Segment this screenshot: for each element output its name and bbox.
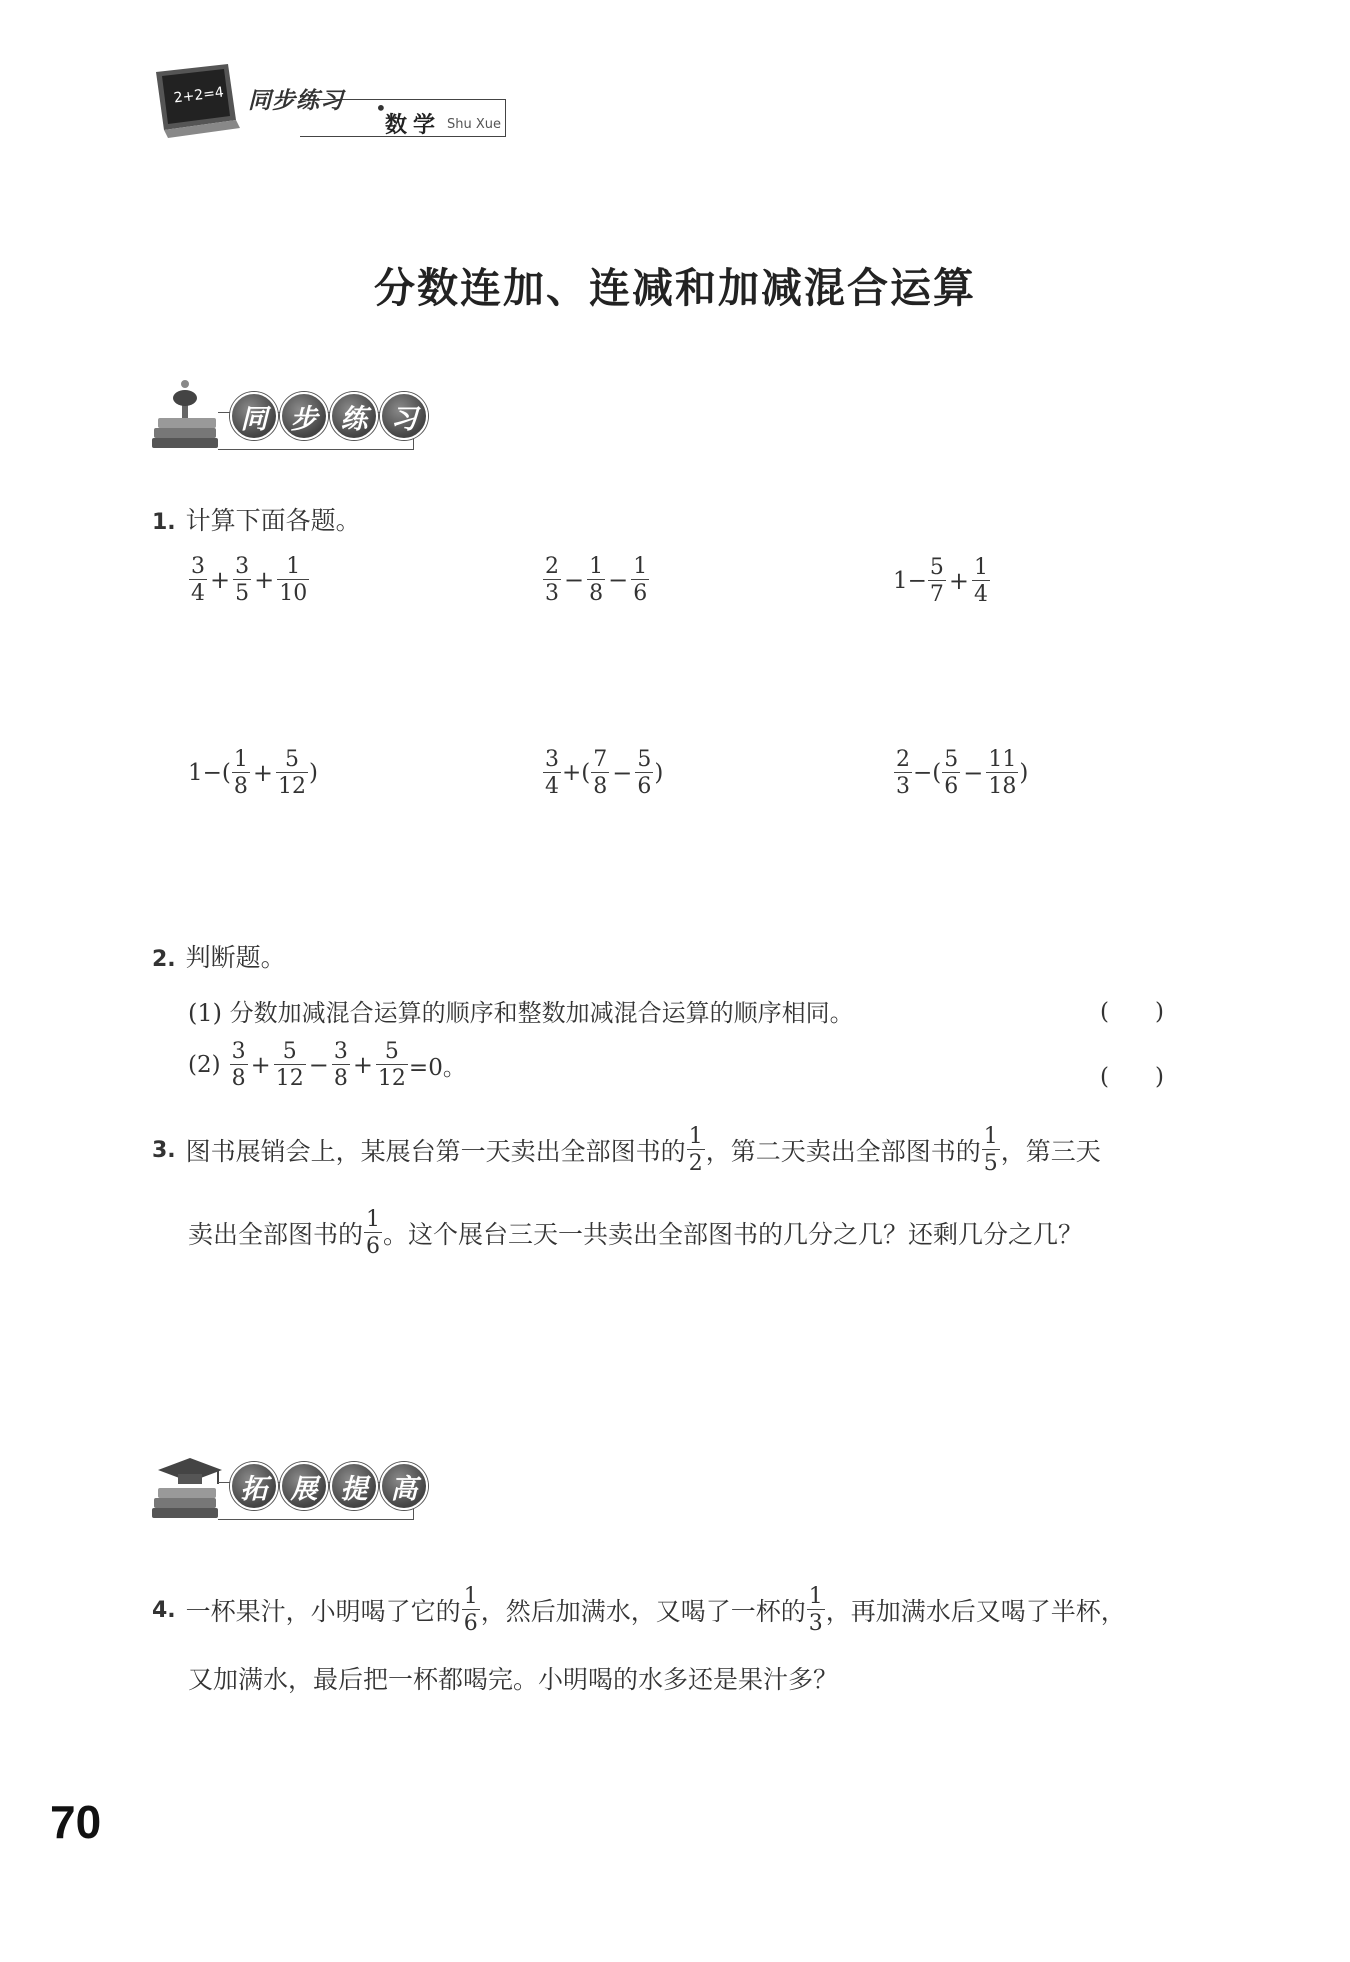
question-number: 1.: [152, 510, 176, 535]
fraction: $\frac{3}{8}$: [231, 1039, 246, 1092]
banner-char: 练: [330, 392, 378, 440]
banner-char: 提: [330, 1462, 378, 1510]
fraction: $\frac{5}{12}$: [278, 747, 306, 800]
section-banner-practice: [150, 378, 430, 458]
expression-1c: 1− $\frac{5}{7}$ + $\frac{1}{4}$: [893, 555, 989, 608]
fraction: $\frac{7}{8}$: [593, 747, 608, 800]
page-number: 70: [50, 1796, 102, 1848]
subject-label: 数学: [385, 112, 442, 138]
fraction: $\frac{5}{7}$: [929, 555, 944, 608]
expression-2b: $\frac{3}{4}$ +( $\frac{7}{8}$ − $\frac{5}{6}$ ): [545, 747, 664, 800]
subject-pinyin: Shu Xue: [447, 117, 502, 132]
chalkboard-logo: [150, 58, 245, 142]
fraction: $\frac{1}{8}$: [589, 554, 604, 607]
expression-2a: 1−( $\frac{1}{8}$ + $\frac{5}{12}$ ): [188, 747, 318, 800]
fraction: $\frac{3}{4}$: [545, 747, 559, 800]
fraction: $\frac{5}{12}$: [377, 1039, 406, 1092]
banner-char: 高: [380, 1462, 428, 1510]
fraction: $\frac{5}{6}$: [944, 747, 959, 800]
expression-1a: $\frac{3}{4}$ + $\frac{3}{5}$ + $\frac{1}{10}$: [191, 554, 308, 607]
fraction: $\frac{1}{6}$: [366, 1207, 381, 1260]
question-number: 3.: [152, 1137, 176, 1163]
banner-char: 习: [380, 392, 428, 440]
fraction: $\frac{1}{10}$: [279, 554, 308, 607]
banner-char: 拓: [230, 1462, 278, 1510]
question-3-line-1: 3. 图书展销会上，某展台第一天卖出全部图书的 $\frac{1}{2}$ ，第二天卖出全部图书的 $\frac{1}{5}$ ，第三天: [152, 1124, 1101, 1177]
answer-paren-1[interactable]: ( ): [1100, 999, 1164, 1025]
question-2-heading: [152, 945, 286, 971]
fraction: $\frac{1}{4}$: [974, 555, 989, 608]
fraction: $\frac{2}{3}$: [545, 554, 559, 607]
question-number: 2.: [152, 947, 176, 972]
fraction: $\frac{2}{3}$: [896, 747, 910, 800]
fraction: $\frac{1}{6}$: [633, 554, 648, 607]
banner-char: 展: [280, 1462, 328, 1510]
fraction: $\frac{3}{8}$: [333, 1039, 348, 1092]
fraction: $\frac{1}{5}$: [983, 1124, 998, 1177]
fraction: $\frac{1}{3}$: [808, 1584, 823, 1637]
banner-char: 步: [280, 392, 328, 440]
logo-text: 2+2=4: [172, 84, 225, 107]
fraction: $\frac{1}{6}$: [463, 1584, 478, 1637]
fraction: $\frac{1}{2}$: [688, 1124, 703, 1177]
question-4-line-2: 又加满水，最后把一杯都喝完。小明喝的水多还是果汁多？: [188, 1665, 839, 1694]
fraction: $\frac{5}{6}$: [637, 747, 652, 800]
banner-char: 同: [230, 392, 278, 440]
question-4-line-1: 4. 一杯果汁，小明喝了它的 $\frac{1}{6}$ ，然后加满水，又喝了一杯的 $\frac{1}{3}$ ，再加满水后又喝了半杯，: [152, 1584, 1126, 1637]
expression-1b: $\frac{2}{3}$ − $\frac{1}{8}$ − $\frac{1}{6}$: [545, 554, 648, 607]
expression-2c: $\frac{2}{3}$ −( $\frac{5}{6}$ − $\frac{11}{18}$ ): [896, 747, 1029, 800]
judgement-statement-1: (1) 分数加减混合运算的顺序和整数加减混合运算的顺序相同。: [188, 999, 854, 1027]
question-text: 判断题。: [185, 943, 286, 972]
section-banner-extend: [150, 1448, 430, 1528]
series-title: 同步练习: [248, 87, 344, 114]
question-3-line-2: 卖出全部图书的 $\frac{1}{6}$ 。这个展台三天一共卖出全部图书的几分之几？还剩几分之几？: [188, 1207, 1084, 1260]
fraction: $\frac{3}{4}$: [191, 554, 205, 607]
fraction: $\frac{5}{12}$: [275, 1039, 304, 1092]
fraction: $\frac{1}{8}$: [233, 747, 248, 800]
judgement-statement-2: (2) $\frac{3}{8}$ + $\frac{5}{12}$ − $\frac{3}{8}$ + $\frac{5}{12}$ =0。: [188, 1039, 466, 1092]
question-number: 4.: [152, 1597, 176, 1623]
answer-paren-2[interactable]: ( ): [1100, 1064, 1164, 1090]
page-title: 分数连加、连减和加减混合运算: [374, 264, 976, 312]
header-dot: •: [375, 96, 387, 120]
fraction: $\frac{11}{18}$: [988, 747, 1017, 800]
fraction: $\frac{3}{5}$: [235, 554, 250, 607]
question-text: 计算下面各题。: [185, 506, 361, 535]
question-1-heading: [152, 508, 361, 534]
